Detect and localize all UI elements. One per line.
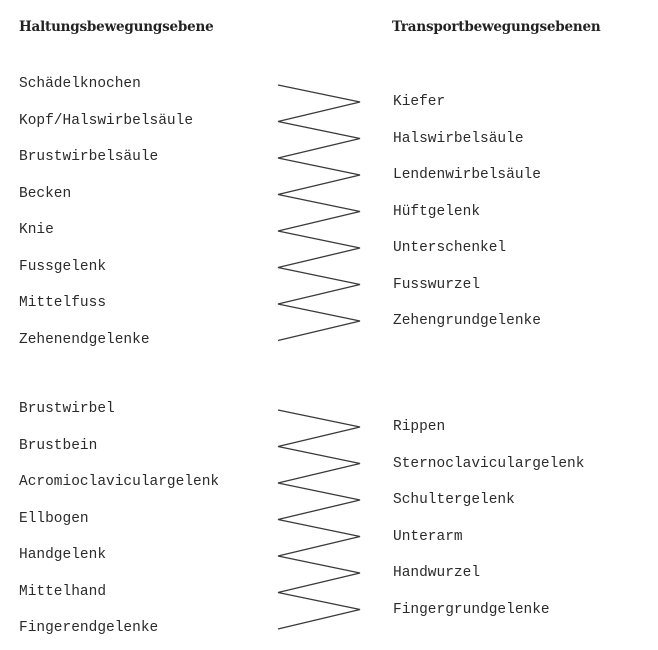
transport-term: Hüftgelenk: [393, 203, 481, 220]
transport-term: Sternoclaviculargelenk: [393, 455, 585, 472]
transport-term: Kiefer: [393, 94, 446, 110]
transport-term: Rippen: [393, 419, 446, 435]
posture-term: Fussgelenk: [19, 258, 107, 275]
posture-term: Kopf/Halswirbelsäule: [19, 112, 194, 129]
zigzag-connector-upper: [278, 85, 360, 341]
posture-term: Mittelfuss: [19, 295, 107, 311]
transport-term: Zehengrundgelenke: [393, 313, 541, 329]
posture-level-header: Haltungsbewegungsebene: [19, 19, 214, 35]
transport-term: Handwurzel: [393, 565, 481, 581]
posture-term: Schädelknochen: [19, 76, 141, 92]
transport-term: Fusswurzel: [393, 276, 481, 293]
transport-level-header: Transportbewegungsebenen: [392, 19, 601, 35]
posture-term: Handgelenk: [19, 547, 107, 563]
posture-term: Acromioclaviculargelenk: [19, 474, 220, 490]
transport-term: Unterschenkel: [393, 240, 507, 256]
posture-term: Knie: [19, 222, 54, 238]
posture-term: Becken: [19, 185, 72, 202]
posture-term: Brustbein: [19, 437, 98, 454]
posture-term: Brustwirbelsäule: [19, 149, 159, 165]
posture-term: Brustwirbel: [19, 401, 115, 417]
transport-term: Lendenwirbelsäule: [393, 167, 541, 183]
posture-term: Mittelhand: [19, 583, 107, 600]
transport-term: Unterarm: [393, 528, 463, 545]
transport-term: Schultergelenk: [393, 492, 515, 508]
transport-term: Halswirbelsäule: [393, 130, 524, 147]
posture-term: Zehenendgelenke: [19, 331, 150, 348]
zigzag-connector-lower: [278, 410, 360, 629]
posture-term: Ellbogen: [19, 510, 89, 527]
transport-term: Fingergrundgelenke: [393, 601, 550, 618]
posture-term: Fingerendgelenke: [19, 620, 159, 636]
